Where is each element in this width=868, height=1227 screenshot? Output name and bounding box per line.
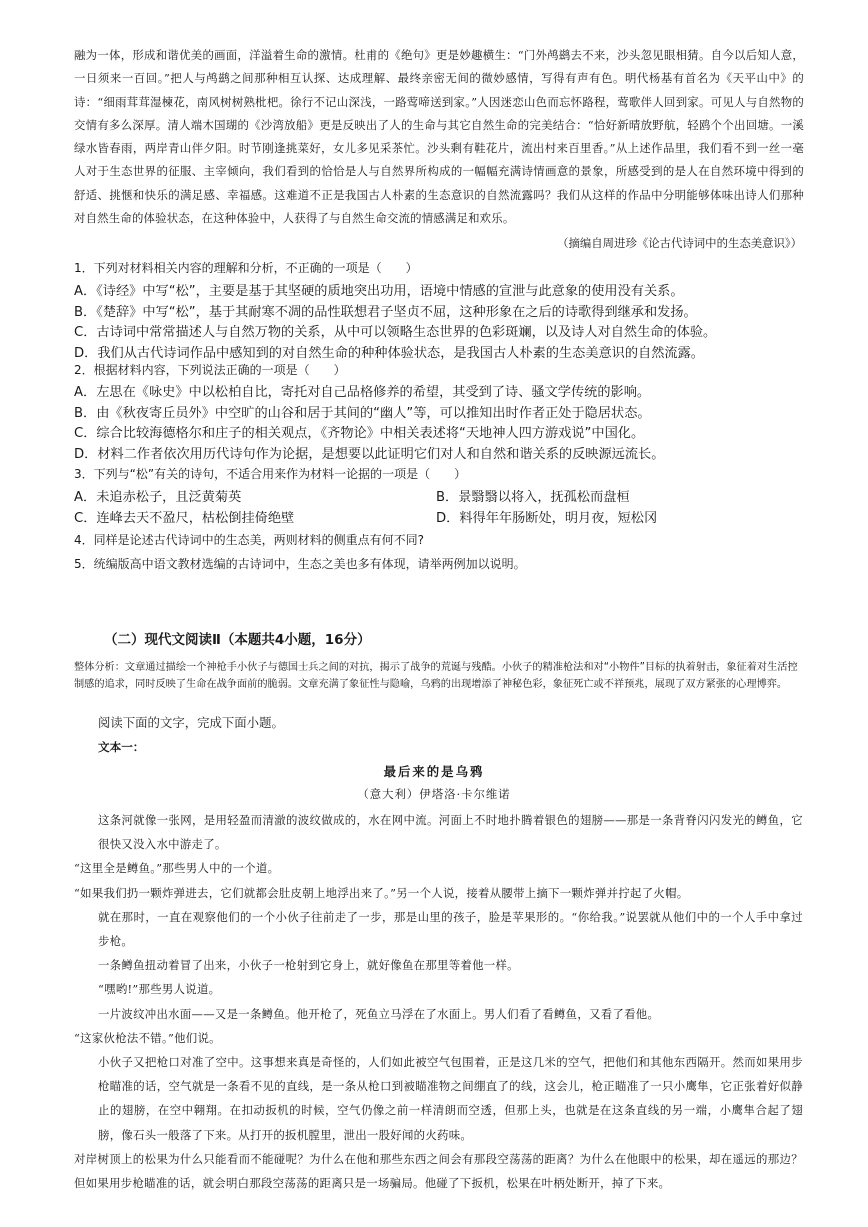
question-stem: 2．根据材料内容，下列说法正确的一项是（ ）: [74, 363, 346, 377]
section-title: （二）现代文阅读Ⅱ（本题共4小题，16分）: [104, 632, 371, 648]
option-c: C．古诗词中常常描述人与自然万物的关系，从中可以领略生态世界的色彩斑斓，以及诗人对自然生命的体验。: [74, 325, 717, 341]
story-paragraph: “这家伙枪法不错。”他们说。: [74, 1030, 221, 1045]
reading-instruction: 阅读下面的文字，完成下面小题。: [98, 715, 284, 730]
story-title: 最后来的是乌鸦: [383, 764, 485, 779]
question-1: [74, 258, 814, 364]
text-label: 文本一：: [98, 740, 145, 754]
question-3: [74, 464, 814, 529]
question-stem: 1．下列对材料相关内容的理解和分析，不正确的一项是（ ）: [74, 261, 418, 275]
story-paragraph: “这里全是鳟鱼。”那些男人中的一个道。: [74, 861, 280, 876]
story-paragraph: 小伙子又把枪口对准了空中。这事想来真是奇怪的，人们如此被空气包围着，正是这几米的空气，把他们和其他东西隔开。然而如果用步枪瞄准的话，空气就是一条看不见的直线，是一条从枪口到被瞄准物之间绷直了的线，这会儿，枪正瞄准了一只小鹰隼，它正张着好似静止的翅膀，在空中翱翔。在扣动扳机的时候，空气仍像之前一样清朗而空透，但那上头，也就是在这条直线的另一端，小鹰隼合起了翅膀，像石头一般落了下来。从打开的扳机膛里，泄出一股好闻的火药味。: [98, 1055, 803, 1142]
story-paragraph: “嘿哟!”那些男人说道。: [98, 982, 221, 997]
question-5: [74, 554, 814, 574]
story-paragraph: “如果我们扔一颗炸弹进去，它们就都会肚皮朝上地浮出来了。”另一个人说，接着从腰带上摘下一颗炸弹并拧起了火帽。: [74, 885, 689, 900]
story-paragraph: 一条鳟鱼扭动着冒了出来，小伙子一枪射到它身上，就好像鱼在那里等着他一样。: [98, 958, 519, 973]
option-d: D．材料二作者依次用历代诗句作为论据，是想要以此证明它们对人和自然和谐关系的反映源远流长。: [74, 446, 665, 462]
story-paragraph: 一片波纹冲出水面——又是一条鳟鱼。他开枪了，死鱼立马浮在了水面上。男人们看了看鳟鱼，又看了看他。: [98, 1006, 660, 1021]
story-paragraph: 就在那时，一直在观察他们的一个小伙子往前走了一步，那是山里的孩子，脸是苹果形的。“你给我。”说罢就从他们中的一个人手中拿过步枪。: [98, 909, 803, 949]
option-d: D．料得年年肠断处，明月夜，短松冈: [436, 510, 658, 526]
option-a: A．《诗经》中写“松”，主要是基于其坚硬的质地突出功用，语境中情感的宣泄与此意象的使用没有关系。: [74, 284, 684, 299]
question-stem: 3．下列与“松”有关的诗句，不适合用来作为材料一论据的一项是（ ）: [74, 467, 467, 481]
material-essay: [74, 44, 804, 230]
option-b: B．《楚辞》中写“松”，基于其耐寒不凋的品性联想君子坚贞不屈，这种形象在之后的诗歌得到继承和发扬。: [74, 304, 697, 320]
option-c: C．连峰去天不盈尺，枯松倒挂倚绝壁: [74, 510, 295, 526]
story-text: [74, 808, 803, 1195]
option-b: B．景翳翳以将入，抚孤松而盘桓: [436, 490, 630, 505]
essay-source: （摘编自周进珍《论古代诗词中的生态美意识》）: [557, 236, 802, 250]
story-author: （意大利）伊塔洛·卡尔维诺: [357, 787, 511, 801]
essay-paragraph: 融为一体，形成和谐优美的画面，洋溢着生命的激情。杜甫的《绝句》更是妙趣横生：“门外鸬鹚去不来，沙头忽见眼相猜。自今以后知人意，一日须来一百回。”把人与鸬鹚之间那种相互认探、达成理解、最终亲密无间的微妙感情，写得有声有色。明代杨基有首名为《天平山中》的诗：“细雨茸茸湿楝花，南风树树熟枇杷。徐行不记山深浅，一路莺啼送到家。”人因迷恋山色而忘怀路程，莺歌伴人回到家。可见人与自然物的交情有多么深厚。清人端木国瑚的《沙湾放船》更是反映出了人的生命与其它自然生命的完美结合：“恰好新晴放野航，轻鸥个个出回塘。一溪绿水皆春雨，两岸青山伴夕阳。时节刚逢挑菜好，女儿多见采茶忙。沙头剩有鞋花片，流出村来百里香。”从上述作品里，我们看不到一丝一毫人对于生态世界的征服、主宰倾向，我们看到的恰恰是人与自然界所构成的一幅幅充满诗情画意的景象，所感受到的是人在自然环境中得到的舒适、挑惬和快乐的满足感、幸福感。这难道不正是我国古人朴素的生态意识的自然流露吗？我们从这样的作品中分明能够体味出诗人们那种对自然生命的体验状态，在这种体验中，人获得了与自然生命交流的情感满足和欢乐。: [74, 48, 804, 226]
story-paragraph: 对岸树顶上的松果为什么只能看而不能碰呢？为什么在他和那些东西之间会有那段空荡荡的距离？为什么在他眼中的松果，却在遥远的那边？但如果用步枪瞄准的话，就会明白那段空荡荡的距离只是一场骗局。他碰了下扳机，松果在叶柄处断开，掉了下来。: [74, 1151, 803, 1191]
option-c: C．综合比较海德格尔和庄子的相关观点，《齐物论》中相关表述将“天地神人四方游戏说”中国化。: [74, 426, 645, 442]
option-a: A．未追赤松子，且泛黄菊英: [74, 490, 242, 505]
question-stem: 5．统编版高中语文教材选编的古诗词中，生态之美也多有体现，请举两例加以说明。: [74, 557, 526, 571]
option-d: D．我们从古代诗词作品中感知到的对自然生命的种种体验状态，是我国古人朴素的生态美意识的自然流露。: [74, 345, 704, 361]
option-a: A．左思在《咏史》中以松柏自比，寄托对自己品格修养的希望，其受到了诗、骚文学传统的影响。: [74, 385, 651, 400]
option-b: B．由《秋夜寄丘员外》中空旷的山谷和居于其间的“幽人”等，可以推知出时作者正处于隐居状态。: [74, 405, 651, 421]
question-4: [74, 530, 814, 550]
question-stem: 4．同样是论述古代诗词中的生态美，两则材料的侧重点有何不同?: [74, 533, 425, 547]
story-paragraph: 这条河就像一张网，是用轻盈而清澈的波纹做成的，水在网中流。河面上不时地扑腾着银色的翅膀——那是一条背脊闪闪发光的鳟鱼，它很快又没入水中游走了。: [98, 813, 803, 852]
overall-analysis: 整体分析：文章通过描绘一个神枪手小伙子与德国士兵之间的对抗，揭示了战争的荒诞与残酷。小伙子的精准枪法和对“小物件”目标的执着射击，象征着对生活控制感的追求，同时反映了生命在战争面前的脆弱。文章充满了象征性与隐喻，乌鸦的出现增添了神秘色彩，象征死亡或不祥预兆，展现了双方紧张的心理博弈。: [74, 662, 798, 690]
question-2: [74, 360, 814, 465]
